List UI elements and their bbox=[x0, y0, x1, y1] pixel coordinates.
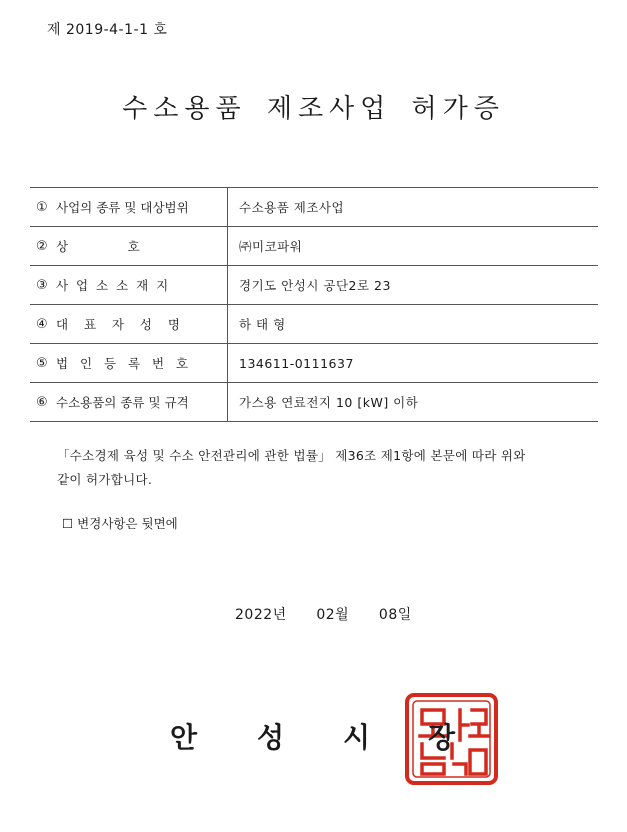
row-label: 수소용품의 종류 및 규격 bbox=[56, 395, 189, 410]
row-value: 하 태 형 bbox=[239, 317, 286, 332]
table-row bbox=[30, 305, 598, 344]
row-label-cell bbox=[30, 188, 228, 227]
row-label-cell bbox=[30, 383, 228, 422]
permit-info-table bbox=[30, 187, 598, 422]
change-note: ☐ 변경사항은 뒷면에 bbox=[62, 516, 178, 531]
row-label: 법 인 등 록 번 호 bbox=[56, 356, 189, 371]
table-row bbox=[30, 227, 598, 266]
statement-line: 「수소경제 육성 및 수소 안전관리에 관한 법률」 제36조 제1항에 본문에 따라 위와 bbox=[57, 448, 526, 463]
row-label-cell bbox=[30, 305, 228, 344]
permit-statement bbox=[57, 444, 597, 492]
row-label: 사업의 종류 및 대상범위 bbox=[56, 200, 189, 215]
row-label-cell bbox=[30, 266, 228, 305]
row-number: ③ bbox=[36, 277, 48, 293]
issue-date bbox=[235, 604, 412, 624]
date-month: 02월 bbox=[316, 607, 350, 623]
row-number: ⑤ bbox=[36, 355, 48, 371]
table-row bbox=[30, 383, 598, 422]
issuer-char: 성 bbox=[257, 721, 285, 754]
row-value: 수소용품 제조사업 bbox=[239, 200, 345, 215]
row-label: 상 호 bbox=[56, 239, 140, 254]
row-label: 대 표 자 성 명 bbox=[56, 317, 180, 332]
issuer-char: 안 bbox=[170, 721, 198, 754]
row-number: ⑥ bbox=[36, 394, 48, 410]
row-value: ㈜미코파워 bbox=[239, 239, 303, 254]
issuer-char: 시 bbox=[343, 721, 371, 754]
date-day: 08일 bbox=[378, 607, 412, 623]
issuer-char: 장 bbox=[428, 721, 456, 754]
table-row bbox=[30, 266, 598, 305]
date-year: 2022년 bbox=[235, 607, 287, 623]
document-title: 수소용품 제조사업 허가증 bbox=[122, 94, 505, 124]
statement-line: 같이 허가합니다. bbox=[57, 472, 153, 487]
row-number: ① bbox=[36, 199, 48, 215]
table-row bbox=[30, 344, 598, 383]
row-label-cell bbox=[30, 227, 228, 266]
document-number: 제 2019-4-1-1 호 bbox=[47, 22, 168, 38]
row-value: 134611-0111637 bbox=[239, 355, 354, 371]
row-number: ② bbox=[36, 238, 48, 254]
row-value: 가스용 연료전지 10 [kW] 이하 bbox=[239, 395, 419, 410]
row-label: 사 업 소 소 재 지 bbox=[56, 278, 169, 293]
row-number: ④ bbox=[36, 316, 48, 332]
row-label-cell bbox=[30, 344, 228, 383]
table-row bbox=[30, 188, 598, 227]
row-value: 경기도 안성시 공단2로 23 bbox=[239, 278, 391, 293]
